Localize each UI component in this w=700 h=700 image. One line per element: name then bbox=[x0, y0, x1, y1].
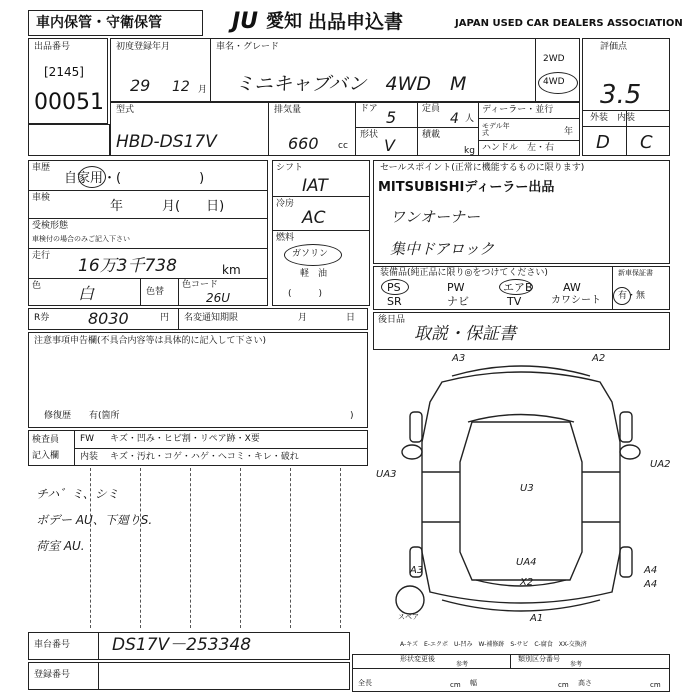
cm-unit: cm bbox=[450, 681, 461, 689]
divider bbox=[626, 110, 627, 156]
damage-mark: A4 bbox=[644, 565, 658, 576]
width-label: 幅 bbox=[470, 679, 477, 687]
guide-line bbox=[240, 468, 241, 628]
cap-label: 定員 bbox=[422, 104, 441, 114]
shift-value: IAT bbox=[302, 176, 328, 196]
equip-item: ナビ bbox=[447, 295, 469, 308]
use-options: 自家用・( ) bbox=[64, 171, 205, 186]
ps-circle bbox=[381, 279, 409, 295]
drive-4wd: 4WD bbox=[543, 77, 565, 87]
door-label: ドア bbox=[360, 104, 378, 114]
divider bbox=[28, 190, 268, 191]
selling-label: セールスポイント(正常に機能するものに限ります) bbox=[380, 163, 585, 173]
inspect-options: 年 月( 日) bbox=[110, 199, 225, 214]
transfer-label: 名変通知期限 bbox=[184, 313, 239, 323]
reg-year: 29 bbox=[130, 76, 151, 95]
name-label: 車名・グレード bbox=[216, 42, 280, 52]
damage-mark: X2 bbox=[520, 577, 534, 588]
accept-label: 受検形態 bbox=[32, 221, 69, 231]
mileage-unit: km bbox=[222, 263, 241, 277]
divider bbox=[28, 218, 268, 219]
inspector-label2: 記入欄 bbox=[32, 451, 60, 461]
color-label: 色 bbox=[32, 281, 42, 291]
r-value: 8030 bbox=[88, 309, 129, 328]
equip-item: カワシート bbox=[551, 295, 601, 306]
model-label: 型式 bbox=[116, 105, 135, 115]
disp-value: 660 bbox=[288, 134, 319, 153]
color-swap-label: 色替 bbox=[146, 287, 165, 297]
fuel-diesel: 軽 油 bbox=[300, 269, 328, 279]
form-title: 出品申込書 bbox=[308, 11, 404, 33]
r-unit: 円 bbox=[160, 313, 170, 323]
damage-mark: A3 bbox=[410, 565, 424, 576]
divider bbox=[272, 196, 370, 197]
divider bbox=[178, 278, 179, 306]
divider bbox=[268, 102, 269, 156]
divider bbox=[478, 140, 580, 141]
fw-label: FW bbox=[80, 434, 95, 444]
door-value: 5 bbox=[386, 108, 397, 127]
shape-value: V bbox=[384, 136, 395, 155]
year-unit: 年 bbox=[564, 127, 574, 137]
selling-line2: ワンオーナー bbox=[390, 208, 481, 226]
inspector-note1: チハ゛ミ、シミ bbox=[36, 487, 119, 501]
damage-mark: UA2 bbox=[650, 459, 671, 470]
fw-items: キズ・凹み・ヒビ割・リペア跡・X要 bbox=[110, 434, 260, 444]
mileage-label: 走行 bbox=[32, 251, 51, 261]
disp-unit: cc bbox=[338, 141, 348, 151]
equipment-label: 装備品(純正品に限り◎をつけてください) bbox=[380, 268, 548, 278]
length-label: 全長 bbox=[358, 679, 372, 687]
divider bbox=[417, 102, 418, 156]
reg-label: 初度登録年月 bbox=[116, 42, 171, 52]
load-label: 積載 bbox=[422, 130, 441, 140]
new-cert-circle bbox=[613, 287, 631, 305]
inspector-note2: ボデー AU、下廻りS. bbox=[36, 513, 153, 527]
int-value: C bbox=[640, 132, 653, 153]
damage-mark: UA3 bbox=[376, 469, 397, 480]
cm-unit: cm bbox=[558, 681, 569, 689]
divider bbox=[355, 127, 478, 128]
equip-item: PS bbox=[387, 281, 401, 294]
interior-items: キズ・汚れ・コゲ・ハゲ・ヘコミ・キレ・破れ bbox=[110, 452, 299, 462]
color-code-label: 色コード bbox=[182, 280, 219, 290]
divider bbox=[352, 668, 670, 669]
cm-unit: cm bbox=[650, 681, 661, 689]
divider bbox=[478, 118, 580, 119]
divider bbox=[98, 662, 99, 690]
equip-item: AW bbox=[563, 281, 581, 294]
shape-label: 形状 bbox=[360, 130, 379, 140]
guide-line bbox=[190, 468, 191, 628]
reg-no-box bbox=[28, 662, 350, 690]
equip-item: PW bbox=[447, 281, 465, 294]
fuel-other: ( ) bbox=[288, 289, 323, 299]
notes-label: 注意事項申告欄(不具合内容等は具体的に記入して下さい) bbox=[34, 336, 267, 346]
score-value: 3.5 bbox=[600, 80, 642, 110]
chassis-value: DS17V－253348 bbox=[112, 635, 252, 655]
repair-close: ) bbox=[350, 411, 354, 421]
score-label: 評価点 bbox=[600, 42, 628, 52]
damage-mark: A3 bbox=[452, 353, 466, 364]
damage-legend: A-キズ E-エクボ U-凹み W-補修跡 S-サビ C-腐食 XX-交換済 bbox=[400, 641, 587, 648]
shift-label: シフト bbox=[276, 163, 304, 173]
reg-no-label: 登録番号 bbox=[34, 670, 71, 680]
chassis-label: 車台番号 bbox=[34, 640, 71, 650]
selling-line1: MITSUBISHIディーラー出品 bbox=[378, 180, 555, 195]
divider bbox=[28, 278, 268, 279]
ref2-label: 参考 bbox=[570, 661, 583, 668]
model-year-label: モデル年式 bbox=[482, 122, 510, 137]
divider bbox=[178, 308, 179, 330]
guide-line bbox=[340, 468, 341, 628]
equip-item: エアB bbox=[503, 281, 533, 294]
divider bbox=[478, 102, 479, 156]
divider bbox=[272, 230, 370, 231]
fuel-gas: ガソリン bbox=[292, 249, 329, 259]
reg-month: 12 bbox=[172, 79, 190, 95]
logo-text: 愛知 bbox=[266, 11, 302, 32]
divider bbox=[535, 38, 536, 102]
rear-label: 後日品 bbox=[378, 315, 406, 325]
cap-unit: 人 bbox=[465, 114, 475, 124]
handle-label: ハンドル 左・右 bbox=[482, 143, 555, 153]
color-code-value: 26U bbox=[206, 291, 231, 305]
transfer-month: 月 bbox=[298, 313, 308, 323]
lot-label: 出品番号 bbox=[34, 42, 71, 52]
use-circle bbox=[78, 166, 106, 188]
divider bbox=[28, 248, 268, 249]
divider bbox=[140, 278, 141, 306]
dealer-label: ディーラー・並行 bbox=[482, 105, 554, 115]
disp-label: 排気量 bbox=[274, 105, 302, 115]
accept-sub: 車検付の場合のみご記入下さい bbox=[32, 235, 130, 243]
inspector-label1: 検査員 bbox=[32, 435, 60, 445]
equipment-grid bbox=[375, 281, 611, 309]
color-value: 白 bbox=[78, 284, 95, 303]
fuel-label: 燃料 bbox=[276, 233, 295, 243]
divider bbox=[510, 654, 511, 668]
damage-mark: U3 bbox=[520, 483, 534, 494]
reg-suffix: 月 bbox=[198, 85, 208, 95]
name-value: ミニキャブバン 4WD M bbox=[235, 73, 467, 95]
cap-value: 4 bbox=[450, 111, 459, 127]
model-value: HBD-DS17V bbox=[116, 132, 217, 152]
rear-value: 取説・保証書 bbox=[414, 324, 516, 344]
lot-number: 00051 bbox=[34, 90, 104, 115]
ext-value: D bbox=[596, 132, 610, 153]
transfer-day: 日 bbox=[346, 313, 356, 323]
damage-mark: A4 bbox=[644, 579, 658, 590]
divider bbox=[98, 632, 99, 660]
equip-item: SR bbox=[387, 295, 402, 308]
interior-label: 内装 bbox=[80, 452, 99, 462]
lot-sub: [2145] bbox=[44, 65, 84, 79]
divider bbox=[612, 266, 613, 310]
guide-line bbox=[140, 468, 141, 628]
aircon-label: 冷房 bbox=[276, 199, 295, 209]
new-cert-label: 新車保証書 bbox=[618, 269, 653, 277]
damage-mark: A2 bbox=[592, 353, 606, 364]
guide-line bbox=[290, 468, 291, 628]
r-label: R券 bbox=[34, 313, 50, 323]
storage-label: 車内保管・守衛保管 bbox=[36, 15, 162, 31]
load-unit: kg bbox=[464, 146, 475, 156]
inspect-label: 車検 bbox=[32, 193, 51, 203]
spare-label: スペア bbox=[398, 613, 419, 621]
airbag-circle bbox=[499, 279, 533, 295]
aircon-value: AC bbox=[302, 208, 326, 228]
mod-label: 形状変更後 bbox=[400, 655, 435, 663]
height-label: 高さ bbox=[578, 679, 592, 687]
divider bbox=[210, 38, 211, 102]
association-name: JAPAN USED CAR DEALERS ASSOCIATION bbox=[455, 18, 683, 29]
equip-item: TV bbox=[507, 295, 522, 308]
ext-int-label: 外装 内装 bbox=[590, 113, 636, 123]
new-cert-value: 有・無 bbox=[618, 291, 646, 301]
drive-2wd: 2WD bbox=[543, 54, 565, 64]
lot-lower-box bbox=[28, 124, 110, 156]
damage-mark: UA4 bbox=[516, 557, 537, 568]
damage-mark: A1 bbox=[530, 613, 544, 624]
class-label: 類別区分番号 bbox=[518, 655, 560, 663]
selling-line3: 集中ドアロック bbox=[390, 240, 495, 258]
inspector-note3: 荷室 AU. bbox=[36, 539, 85, 553]
logo-mark: JU bbox=[232, 9, 259, 34]
car-diagram bbox=[372, 352, 670, 642]
mileage-value: 16万3千738 bbox=[78, 256, 177, 276]
ref-label: 参考 bbox=[456, 661, 469, 668]
divider bbox=[355, 102, 356, 156]
divider bbox=[74, 448, 368, 449]
guide-line bbox=[90, 468, 91, 628]
repair-label: 修復歴 有(箇所 bbox=[44, 411, 120, 421]
use-label: 車歴 bbox=[32, 163, 51, 173]
